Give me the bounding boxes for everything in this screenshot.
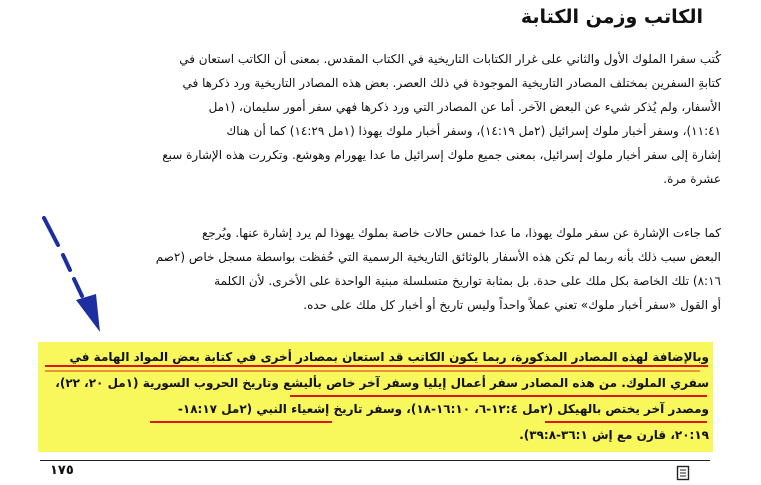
paragraph-line: وبالإضافة لهذه المصادر المذكورة، ربما يكون الكاتب قد استعان بمصادر أخرى في كتابة بعض المواد الهامة في: [69, 350, 709, 364]
paragraph-sources: [31, 47, 721, 191]
paragraph-line: ١١:٤١)، وسفر أخبار ملوك إسرائيل (٢مل ١٤:١٩)، وسفر أخبار ملوك يهوذا (١مل ١٤:٢٩) كما أن هناك: [226, 124, 721, 138]
page-number: ١٧٥: [50, 463, 74, 478]
paragraph-line: ٨:١٦) تلك الخاصة بكل ملك على حدة. بل بمثابة تواريخ متسلسلة مبنية الواحدة على الأخرى. لأن الكلمة: [214, 274, 721, 288]
paragraph-line: الأسفار، ولم يُذكر شيء عن البعض الآخر. أما عن المصادر التي ورد ذكرها فهي سفر أمور سليمان، (١مل: [208, 100, 721, 114]
paragraph-line: كما جاءت الإشارة عن سفر ملوك يهوذا، ما عدا خمس حالات خاصة بملوك يهوذا لم يرد إشارة عنها. ويُرجع: [201, 226, 721, 240]
book-icon: [676, 465, 690, 481]
paragraph-line: عشرة مرة.: [663, 172, 721, 186]
paragraph-highlighted: [43, 344, 709, 448]
section-heading: الكاتب وزمن الكتابة: [520, 6, 703, 28]
paragraph-line: كتابةِ السفرين بمختلف المصادر التاريخية الموجودة في ذلك العصر. بعض هذه المصادر التاريخية ورد ذكرها في: [182, 76, 721, 90]
paragraph-line: سفري الملوك. من هذه المصادر سفر أعمال إيليا وسفر آخر خاص بأليشع وتاريخ الحروب السورية (١مل ٢٠، ٢٢)،: [55, 376, 709, 390]
paragraph-line: إشارة إلى سفر أخبار ملوك إسرائيل، بمعنى جميع ملوك إسرائيل ما عدا يهورام وهوشع. وتكررت هذه الإشارة سبع: [162, 148, 721, 162]
paragraph-line: كُتب سفرا الملوك الأول والثاني على غرار الكتابات التاريخية في الكتاب المقدس. بمعنى أن الكاتب استعان في: [179, 52, 721, 66]
paragraph-line: أو القول «سفر أخبار ملوك» تعني عملاً واحداً وليس تاريخ أو أخبار كل ملك على حده.: [303, 298, 721, 312]
paragraph-line: ومصدر آخر يختص بالهيكل (٢مل ١٢:٤-٦، ١٦:١٠-١٨)، وسفر تاريخ إشعياء النبي (٢مل ١٨:١٧-: [177, 402, 709, 416]
paragraph-judah: [31, 221, 721, 317]
paragraph-line: البعض سبب ذلك بأنه ربما لم تكن هذه الأسفار بالوثائق التاريخية الرسمية التي حُفظت بواسطة مسجل خاص (٢صم: [155, 250, 721, 264]
footer-divider: [40, 460, 710, 461]
paragraph-line: ٢٠:١٩، قارن مع إش ٣٦:١-٣٩:٨).: [519, 428, 709, 442]
